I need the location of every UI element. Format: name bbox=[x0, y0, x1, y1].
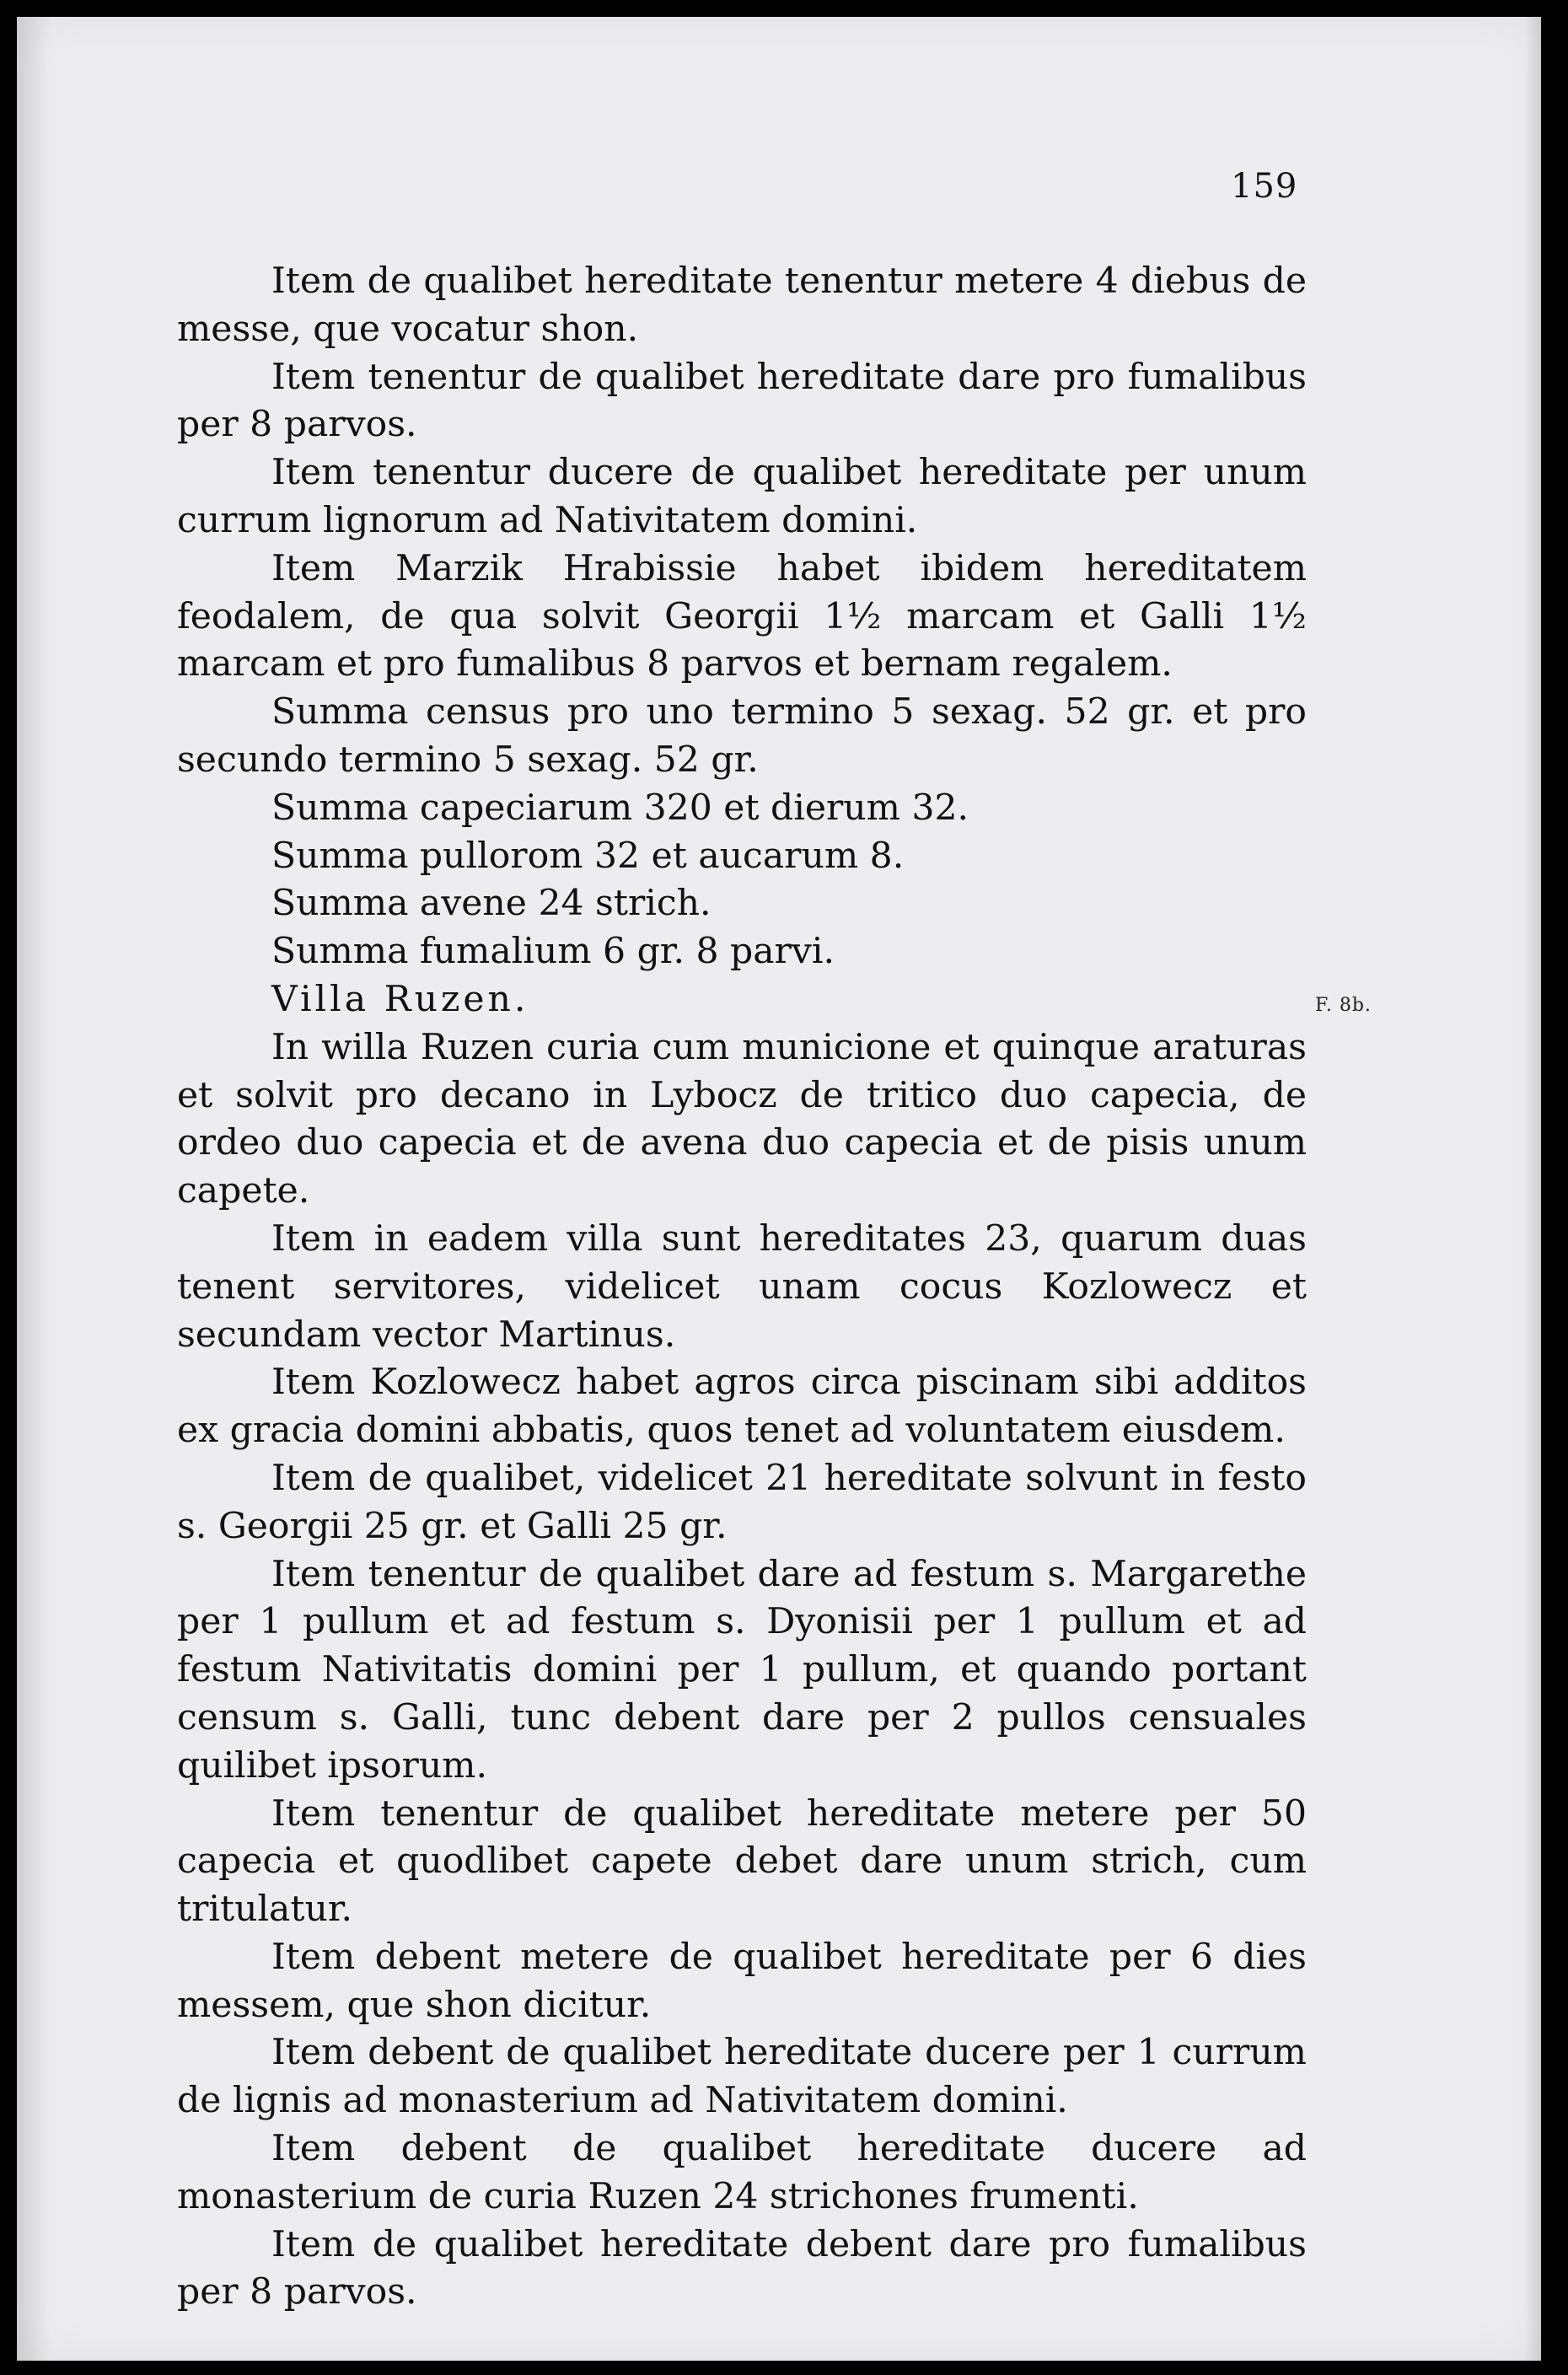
summa-line: Summa capeciarum 320 et dierum 32. bbox=[271, 787, 969, 829]
paragraph: Item tenentur de qualibet dare ad festum s. Margarethe per 1 pullum et ad festum s. Dyonisii per 1 pullum et ad festum Nativitatis domini per 1 pullum, et quando portant censum s. Galli, tunc debent dare per 2 pullos censuales quilibet ipsorum. bbox=[177, 1553, 1307, 1787]
paragraph: Item tenentur de qualibet hereditate dare pro fumalibus per 8 parvos. bbox=[177, 356, 1307, 446]
paragraph: Item Kozlowecz habet agros circa piscinam sibi additos ex gracia domini abbatis, quos tenet ad voluntatem eiusdem. bbox=[177, 1362, 1307, 1452]
paragraph: In willa Ruzen curia cum municione et quinque araturas et solvit pro decano in Lybocz de tritico duo capecia, de ordeo duo capecia et de avena duo capecia et de pisis unum capete. bbox=[177, 1026, 1307, 1212]
page-edge-shadow-left bbox=[17, 17, 51, 2361]
section-heading: Villa Ruzen. bbox=[271, 978, 529, 1020]
summa-line: Summa pullorom 32 et aucarum 8. bbox=[271, 835, 905, 877]
text-block bbox=[177, 258, 1307, 2317]
paragraph: Item de qualibet, videlicet 21 hereditate solvunt in festo s. Georgii 25 gr. et Galli 25 gr. bbox=[177, 1457, 1307, 1547]
paragraph: Item tenentur ducere de qualibet hereditate per unum currum lignorum ad Nativitatem domini. bbox=[177, 452, 1307, 541]
summa-line: Summa avene 24 strich. bbox=[271, 883, 712, 925]
margin-folio-note: F. 8b. bbox=[1315, 995, 1372, 1016]
paragraph: Item de qualibet hereditate debent dare pro fumalibus per 8 parvos. bbox=[177, 2223, 1307, 2313]
paragraph: Item debent metere de qualibet hereditate per 6 dies messem, que shon dicitur. bbox=[177, 1936, 1307, 2026]
paragraph: Item tenentur de qualibet hereditate metere per 50 capecia et quodlibet capete debet dare unum strich, cum tritulatur. bbox=[177, 1792, 1307, 1931]
paragraph: Item Marzik Hrabissie habet ibidem hereditatem feodalem, de qua solvit Georgii 1½ marcam et Galli 1½ marcam et pro fumalibus 8 parvos et bernam regalem. bbox=[177, 547, 1307, 685]
page-number: 159 bbox=[1231, 167, 1298, 206]
book-page bbox=[17, 17, 1541, 2361]
paragraph: Item debent de qualibet hereditate ducere per 1 currum de lignis ad monasterium ad Nativitatem domini. bbox=[177, 2032, 1307, 2122]
paragraph: Summa census pro uno termino 5 sexag. 52 gr. et pro secundo termino 5 sexag. 52 gr. bbox=[177, 691, 1307, 781]
paragraph: Item in eadem villa sunt hereditates 23, quarum duas tenent servitores, videlicet unam cocus Kozlowecz et secundam vector Martinus. bbox=[177, 1217, 1307, 1356]
paragraph: Item de qualibet hereditate tenentur metere 4 diebus de messe, que vocatur shon. bbox=[177, 261, 1307, 350]
page-edge-shadow-right bbox=[1524, 17, 1541, 2361]
paragraph: Item debent de qualibet hereditate ducere ad monasterium de curia Ruzen 24 strichones frumenti. bbox=[177, 2128, 1307, 2217]
summa-line: Summa fumalium 6 gr. 8 parvi. bbox=[271, 931, 835, 973]
